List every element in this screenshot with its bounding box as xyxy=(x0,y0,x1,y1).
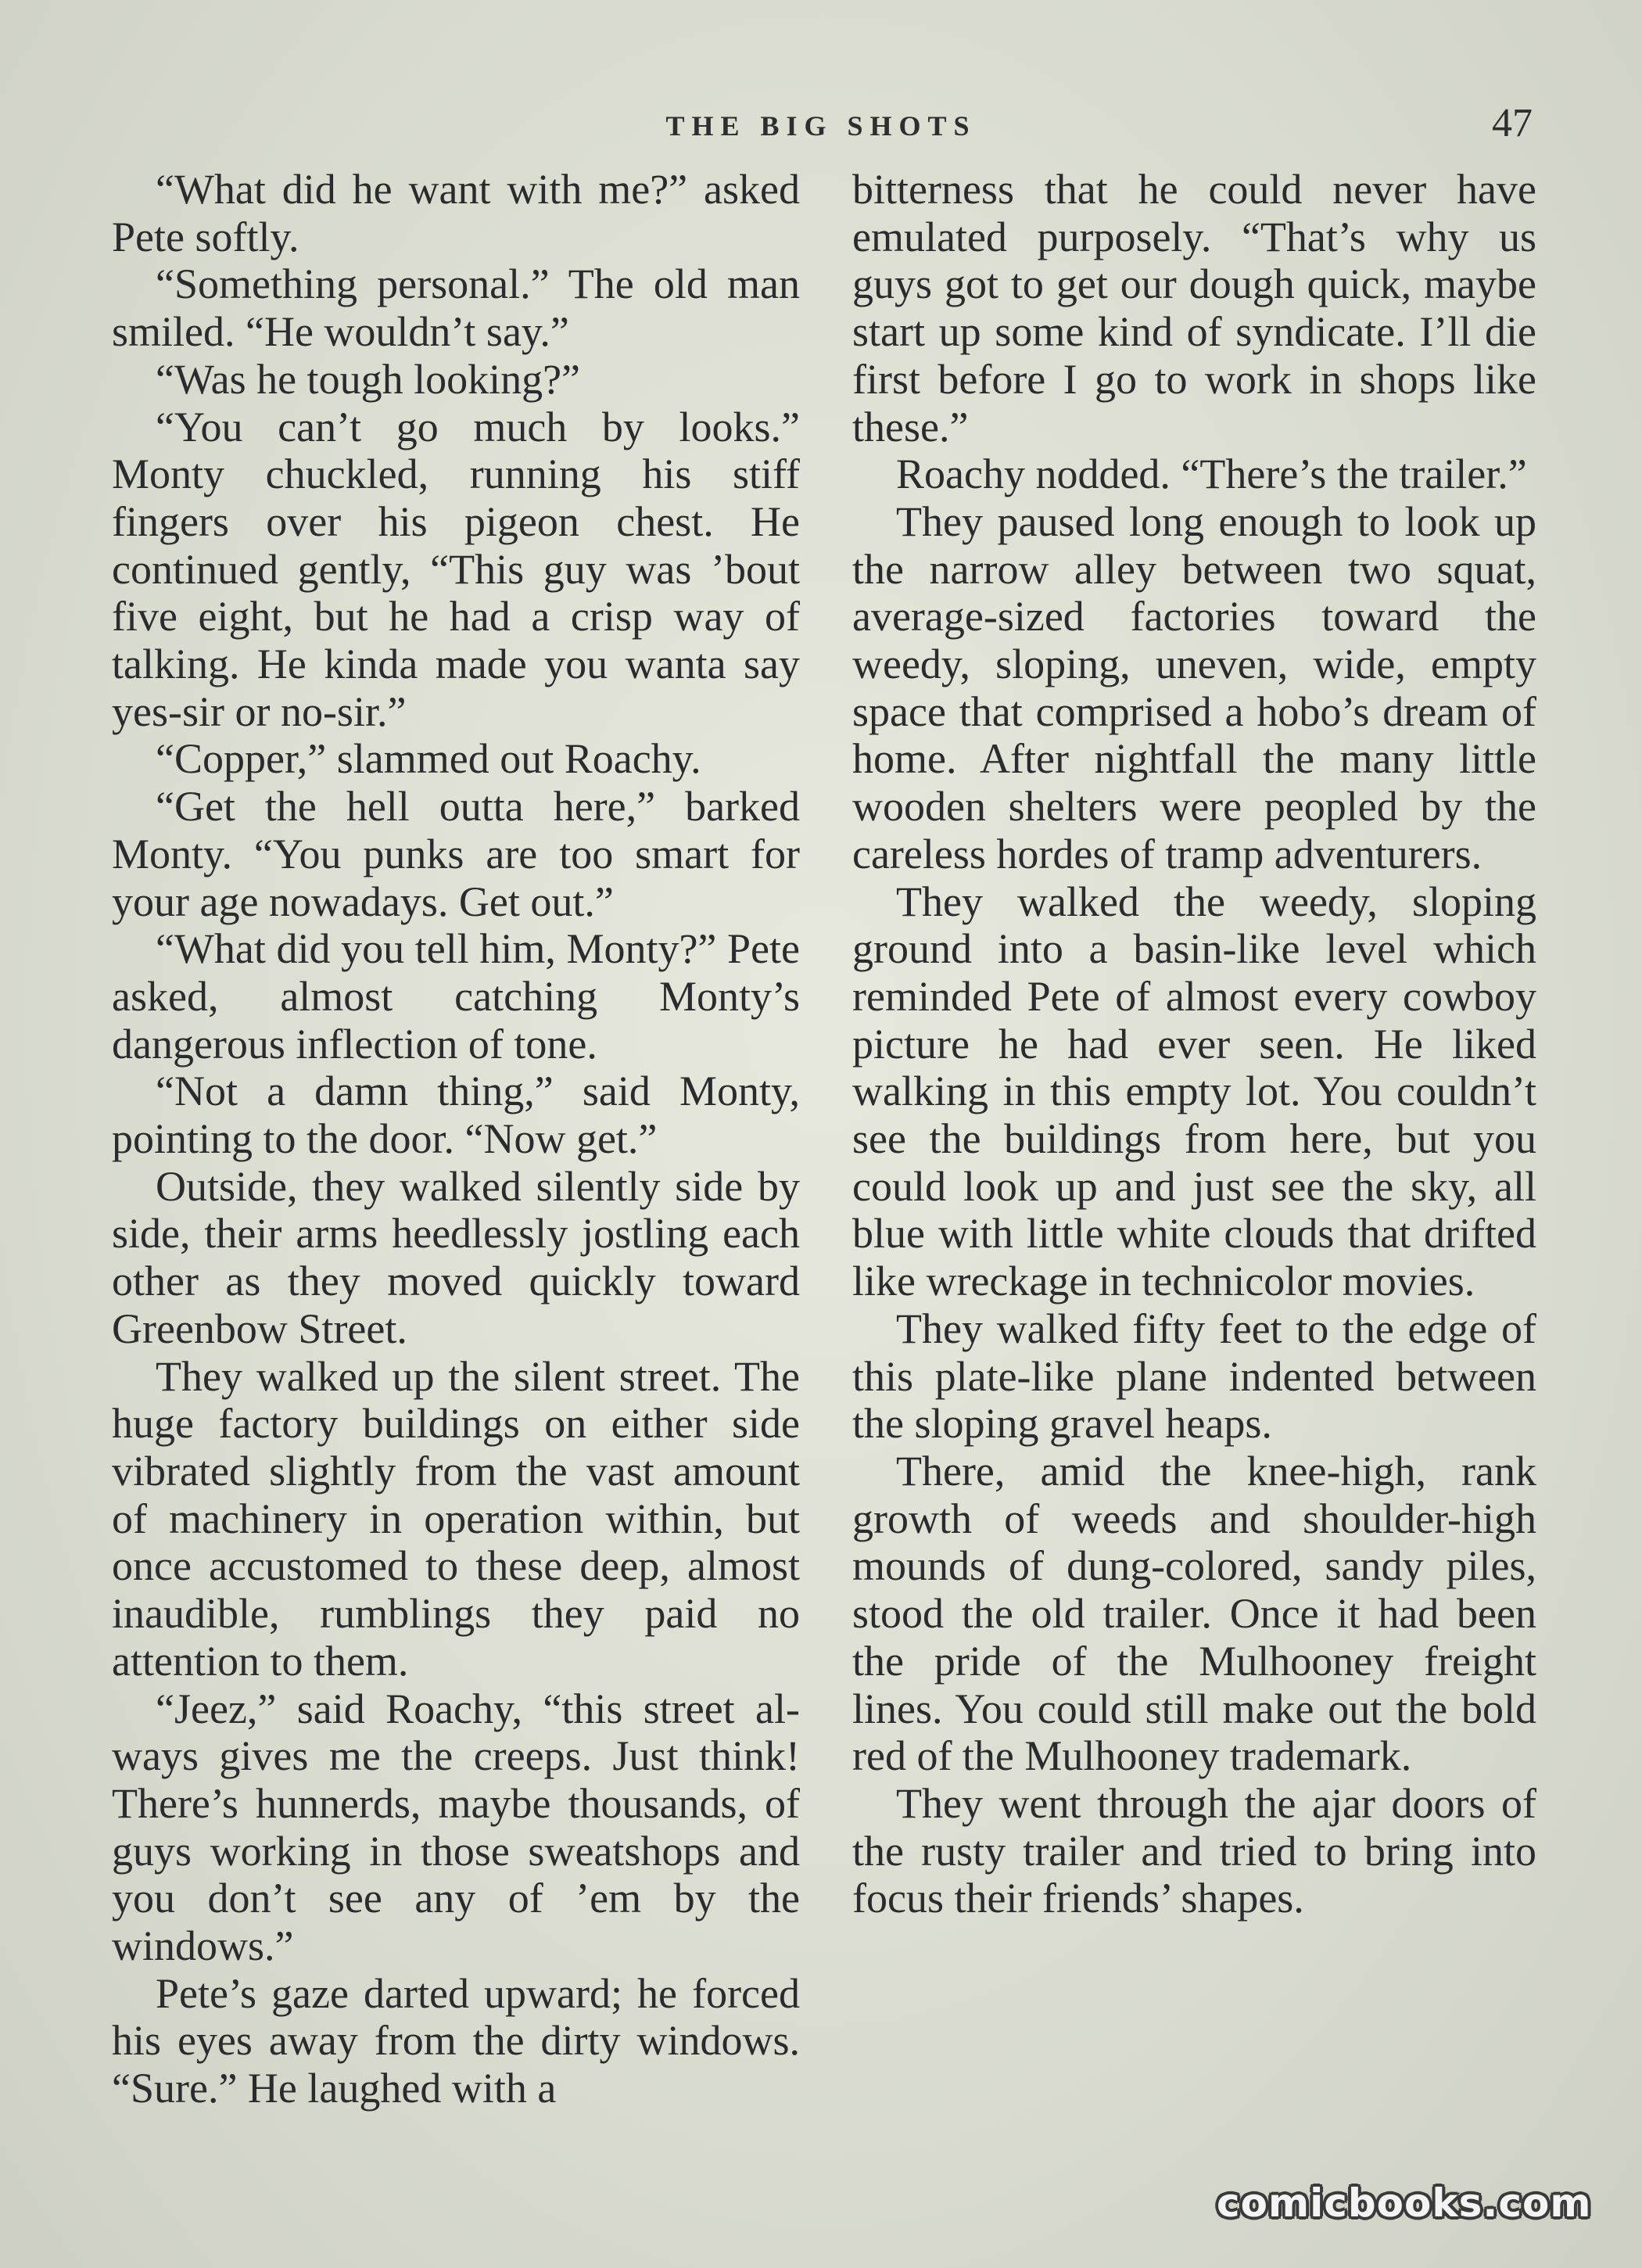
paragraph: They paused long enough to look up the narrow alley between two squat, average-sized factories toward the weedy, sloping, uneven, wide, empty space that comprised a hobo’s dream of home. After nightfall the many little wooden shelters were peopled by the careless hordes of tramp adventurers. xyxy=(852,497,1536,877)
paragraph: Roachy nodded. “There’s the trailer.” xyxy=(896,450,1527,498)
page-number: 47 xyxy=(1492,101,1533,145)
paragraph: “Not a damn thing,” said Monty, pointing to the door. “Now get.” xyxy=(112,1068,800,1163)
watermark-logo: comicbooks.com xyxy=(1217,2180,1592,2226)
paragraph: “Get the hell outta here,” barked Monty. “You punks are too smart for your age nowadays. Get out.” xyxy=(112,783,800,925)
paragraph: They walked fifty feet to the edge of this plate-like plane indented between the sloping gravel heaps. xyxy=(852,1304,1536,1448)
paragraph: They walked the weedy, sloping ground into a basin-like level which reminded Pete of almost every cowboy picture he had ever seen. He liked walking in this empty lot. You couldn’t see the buildings from here, but you could look up and just see the sky, all blue with little white clouds that drifted like wreckage in technicolor movies. xyxy=(852,877,1536,1305)
paragraph: bitterness that he could never have emulated purposely. “That’s why us guys got to get our dough quick, maybe start up some kind of syndicate. I’ll die first before I go to work in shops like these.” xyxy=(852,166,1536,450)
right-text-column xyxy=(852,166,1536,1922)
paragraph: They went through the ajar doors of the rusty trailer and tried to bring into focus their friends’ shapes. xyxy=(852,1779,1536,1922)
running-head: THE BIG SHOTS xyxy=(665,110,977,142)
paragraph: “Copper,” slammed out Roachy. xyxy=(156,735,701,783)
paragraph: “Jeez,” said Roachy, “this street always gives me the creeps. Just think! There’s hunnerds, maybe thousands, of guys working in those sweatshops and you don’t see any of ’em by the windows.” xyxy=(112,1685,800,1970)
paragraph: “What did you tell him, Monty?” Pete asked, almost catching Monty’s dangerous inflection of tone. xyxy=(112,925,800,1068)
paragraph: Outside, they walked silently side by side, their arms heedlessly jostling each other as they moved quickly toward Greenbow Street. xyxy=(112,1162,800,1352)
paragraph: “You can’t go much by looks.” Monty chuckled, running his stiff fingers over his pigeon chest. He continued gently, “This guy was ’bout five eight, but he had a crisp way of talking. He kinda made you wanta say yes-sir or no-sir.” xyxy=(112,403,800,735)
paragraph: There, amid the knee-high, rank growth of weeds and shoulder-high mounds of dung-colored, sandy piles, stood the old trailer. Once it had been the pride of the Mulhooney freight lines. You could still make out the bold red of the Mulhooney trademark. xyxy=(852,1447,1536,1780)
paragraph: “What did he want with me?” asked Pete softly. xyxy=(112,166,800,260)
paragraph: “Was he tough looking?” xyxy=(156,355,581,403)
paragraph: “Something personal.” The old man smiled. “He wouldn’t say.” xyxy=(112,260,800,356)
left-text-column xyxy=(112,166,800,2112)
paragraph: They walked up the silent street. The huge factory buildings on either side vibrated slightly from the vast amount of machinery in operation within, but once accustomed to these deep, almost inaudible, rumblings they paid no attention to them. xyxy=(112,1352,800,1685)
paragraph: Pete’s gaze darted upward; he forced his eyes away from the dirty windows. “Sure.” He laughed with a xyxy=(112,1969,800,2112)
